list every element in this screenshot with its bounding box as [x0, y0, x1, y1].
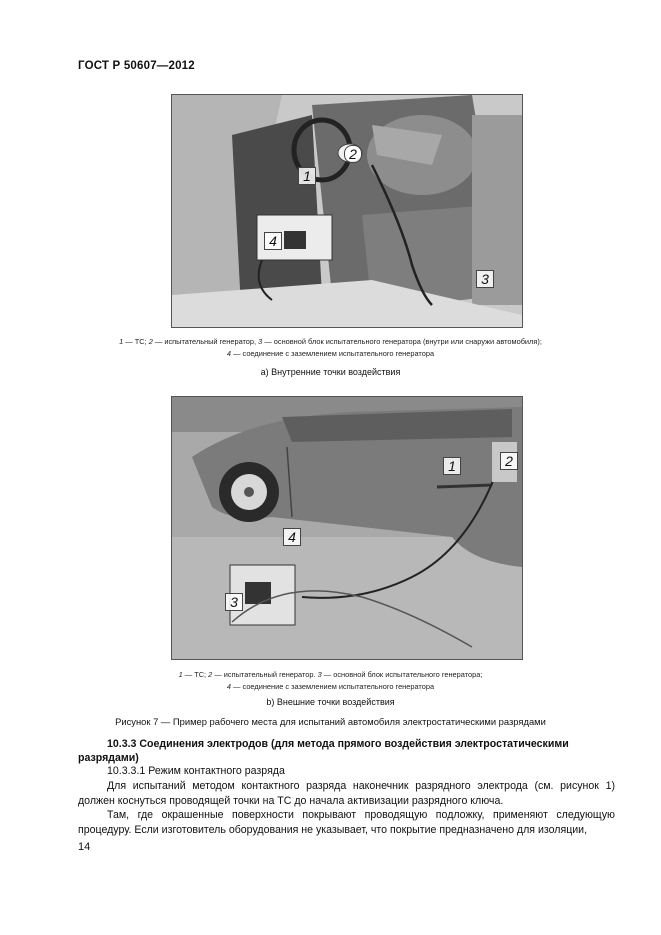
- figure-b-callout-1: 1: [443, 457, 461, 475]
- figure-a-legend-line1: 1 — ТС; 2 — испытательный генератор, 3 — основной блок испытательного генератора (внутри или снаружи автомобиля);: [119, 337, 542, 346]
- figure-b-callout-3: 3: [225, 593, 243, 611]
- figure-caption: Рисунок 7 — Пример рабочего места для испытаний автомобиля электростатическими разрядами: [115, 716, 546, 727]
- figure-b-subcaption: b) Внешние точки воздействия: [266, 697, 395, 707]
- document-header: ГОСТ Р 50607—2012: [78, 60, 195, 72]
- interior-car-illustration: [172, 95, 522, 327]
- figure-b-callout-4: 4: [283, 528, 301, 546]
- figure-a-legend-line2: 4 — соединение с заземлением испытательного генератора: [226, 349, 435, 358]
- exterior-car-illustration: [172, 397, 522, 659]
- section-subheading: 10.3.3.1 Режим контактного разряда: [107, 765, 285, 777]
- figure-b-photo: [171, 396, 523, 660]
- figure-b-legend-line2: 4 — соединение с заземлением испытательного генератора: [226, 682, 435, 691]
- page-number: 14: [78, 841, 91, 853]
- figure-b-legend-line1: 1 — ТС; 2 — испытательный генератор. 3 — основной блок испытательного генератора;: [178, 670, 483, 679]
- figure-a-callout-1: 1: [298, 167, 316, 185]
- section-heading: 10.3.3 Соединения электродов (для метода прямого воздействия электростатическими разрядами): [78, 738, 569, 764]
- figure-a-callout-3: 3: [476, 270, 494, 288]
- paragraph-painted-surfaces: Там, где окрашенные поверхности покрывают проводящую подложку, применяют следующую процедуру. Если изготовитель оборудования не указывает, что покрытие предназначено для изоляции,: [78, 809, 615, 836]
- figure-a-callout-2: 2: [344, 145, 362, 163]
- paragraph-contact-discharge: Для испытаний методом контактного разряда наконечник разрядного электрода (см. рисунок 1) должен коснуться проводящей точки на ТС до начала активизации разрядного ключа.: [78, 780, 615, 807]
- figure-a-callout-4: 4: [264, 232, 282, 250]
- figure-a-subcaption: a) Внутренние точки воздействия: [260, 367, 401, 377]
- figure-b-callout-2: 2: [500, 452, 518, 470]
- figure-a-photo: [171, 94, 523, 328]
